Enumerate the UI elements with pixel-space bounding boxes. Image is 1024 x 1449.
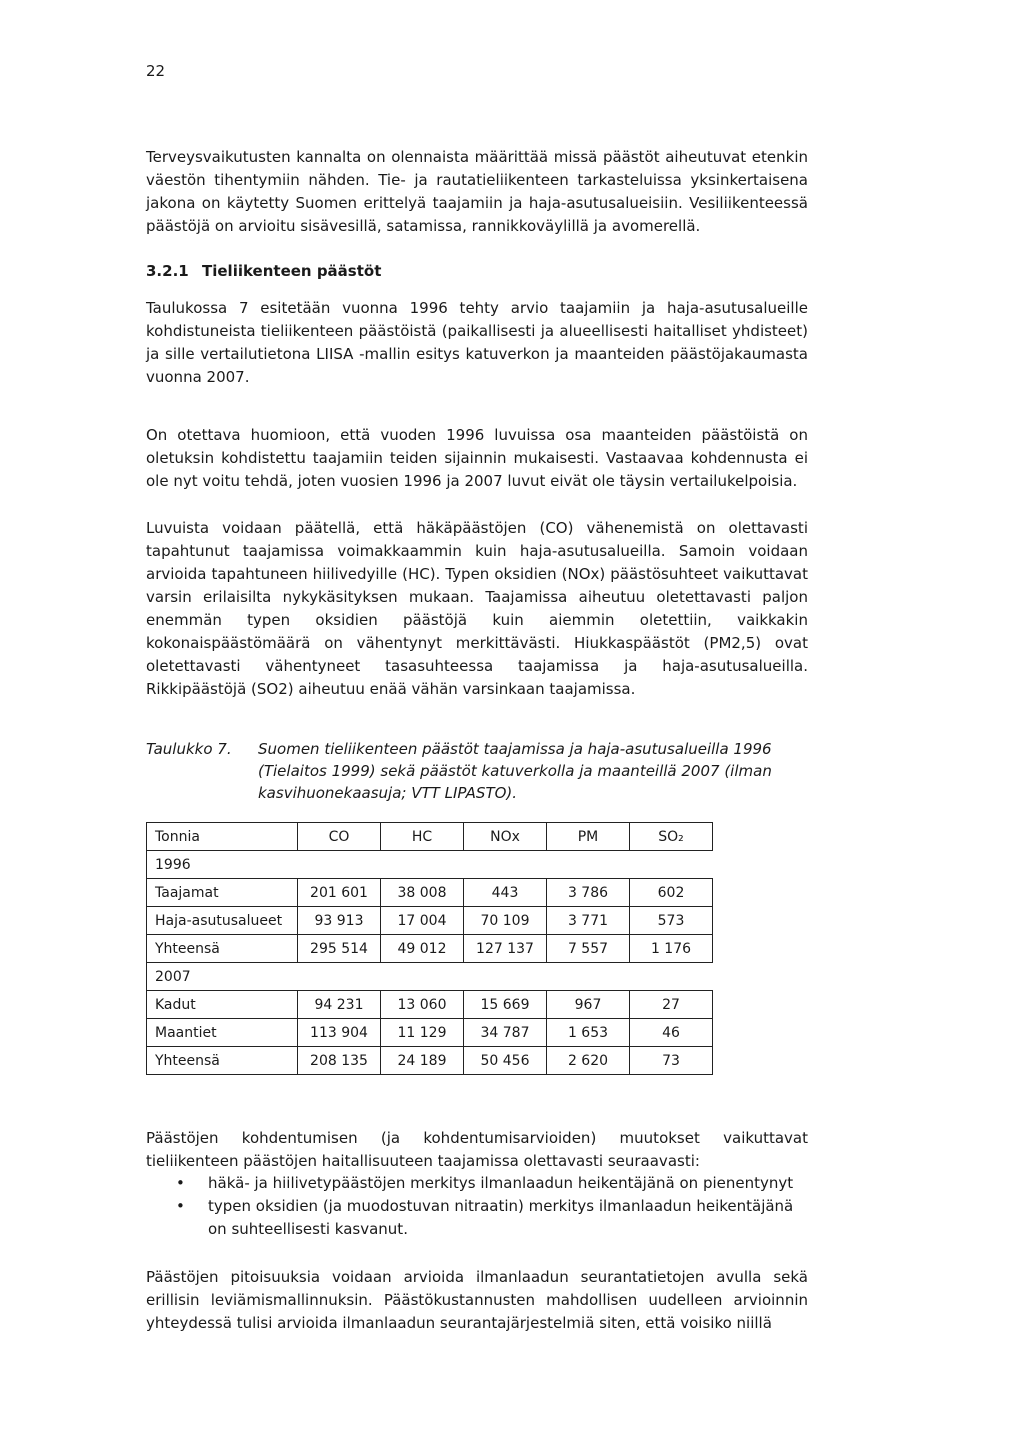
table-cell: 73 [630, 1047, 713, 1075]
table-cell: 38 008 [381, 879, 464, 907]
table-cell: 602 [630, 879, 713, 907]
table-cell: 49 012 [381, 935, 464, 963]
table-cell: 50 456 [464, 1047, 547, 1075]
table-cell: 93 913 [298, 907, 381, 935]
table-header-row [147, 823, 713, 851]
table-caption-label: Taulukko 7. [146, 740, 232, 758]
table-caption-text: Suomen tieliikenteen päästöt taajamissa ja haja-asutusalueilla 1996 (Tielaitos 1999) sekä päästöt katuverkolla ja maanteillä 2007 (ilman kasvihuonekaasuja; VTT LIPASTO). [258, 740, 772, 802]
table-cell: 46 [630, 1019, 713, 1047]
table-row [147, 935, 713, 963]
emissions-table [146, 822, 713, 1075]
header-cell: SO₂ [630, 823, 713, 851]
table-section-row [147, 851, 713, 879]
section-label-2007: 2007 [147, 963, 713, 991]
section-title: Tieliikenteen päästöt [202, 262, 382, 280]
table-cell: 208 135 [298, 1047, 381, 1075]
header-cell: HC [381, 823, 464, 851]
header-cell: PM [547, 823, 630, 851]
bullet-icon: • [176, 1174, 185, 1192]
header-cell: CO [298, 823, 381, 851]
row-label: Yhteensä [147, 1047, 298, 1075]
row-label: Haja-asutusalueet [147, 907, 298, 935]
table-cell: 27 [630, 991, 713, 1019]
table-row [147, 1047, 713, 1075]
row-label: Maantiet [147, 1019, 298, 1047]
table-cell: 2 620 [547, 1047, 630, 1075]
table-cell: 70 109 [464, 907, 547, 935]
table-cell: 443 [464, 879, 547, 907]
table-cell: 3 771 [547, 907, 630, 935]
list-item: • typen oksidien (ja muodostuvan nitraatin) merkitys ilmanlaadun heikentäjänä on suhteellisesti kasvanut. [176, 1197, 794, 1238]
list-item: • häkä- ja hiilivetypäästöjen merkitys ilmanlaadun heikentäjänä on pienentynyt [146, 1172, 808, 1195]
section-number: 3.2.1 [146, 262, 189, 280]
table-cell: 24 189 [381, 1047, 464, 1075]
header-cell: Tonnia [147, 823, 298, 851]
table-section-row [147, 963, 713, 991]
table-cell: 7 557 [547, 935, 630, 963]
table-cell: 15 669 [464, 991, 547, 1019]
table-cell: 967 [547, 991, 630, 1019]
table-cell: 127 137 [464, 935, 547, 963]
paragraph-analysis: Luvuista voidaan päätellä, että häkäpäästöjen (CO) vähenemistä on olettavasti tapahtunut taajamissa voimakkaammin kuin haja-asutusalueilla. Samoin voidaan arvioida tapahtuneen hiilivedyille (HC). Typen oksidien (NOx) päästösuhteet vaikuttavat varsin erilaisilta nykykäsityksen mukaan. Taajamissa aiheutuu oletettavasti paljon enemmän typen oksidien päästöjä kuin aiemmin oletettiin, vaikkakin kokonaispäästömäärä on vähentynyt merkittävästi. Hiukkaspäästöt (PM2,5) ovat oletettavasti vähentyneet tasasuhteessa taajamissa ja haja-asutusalueilla. Rikkipäästöjä (SO2) aiheutuu enää vähän varsinkaan taajamissa. [146, 519, 808, 698]
table-cell: 113 904 [298, 1019, 381, 1047]
table-row [147, 1019, 713, 1047]
table-cell: 1 653 [547, 1019, 630, 1047]
table-cell: 1 176 [630, 935, 713, 963]
paragraph-table-intro: Taulukossa 7 esitetään vuonna 1996 tehty arvio taajamiin ja haja-asutusalueille kohdistuneista tieliikenteen päästöistä (paikallisesti ja alueellisesti haitalliset yhdisteet) ja sille vertailutietona LIISA -mallin esitys katuverkon ja maanteiden päästöjakaumasta vuonna 2007. [146, 299, 808, 386]
page-number: 22 [146, 62, 166, 80]
header-cell: NOx [464, 823, 547, 851]
bullet-icon: • [176, 1197, 185, 1215]
table-row [147, 879, 713, 907]
table-cell: 13 060 [381, 991, 464, 1019]
table-cell: 3 786 [547, 879, 630, 907]
row-label: Kadut [147, 991, 298, 1019]
table-row [147, 991, 713, 1019]
table-cell: 94 231 [298, 991, 381, 1019]
row-label: Yhteensä [147, 935, 298, 963]
table-row [147, 907, 713, 935]
paragraph-effects: Päästöjen kohdentumisen (ja kohdentumisarvioiden) muutokset vaikuttavat tieliikenteen päästöjen haitallisuuteen taajamissa olettavasti seuraavasti: [146, 1129, 808, 1170]
table-cell: 573 [630, 907, 713, 935]
section-heading [146, 262, 381, 280]
paragraph-note: On otettava huomioon, että vuoden 1996 luvuissa osa maanteiden päästöistä on oletuksin kohdistettu taajamiin teiden sijainnin mukaisesti. Vastaavaa kohdennusta ei ole nyt voitu tehdä, joten vuosien 1996 ja 2007 luvut eivät ole täysin vertailukelpoisia. [146, 426, 808, 490]
effects-list [146, 1172, 808, 1241]
table-cell: 295 514 [298, 935, 381, 963]
paragraph-concentrations: Päästöjen pitoisuuksia voidaan arvioida ilmanlaadun seurantatietojen avulla sekä erillisin leviämismallinnuksin. Päästökustannusten mahdollisen uudelleen arvioinnin yhteydessä tulisi arvioida ilmanlaadun seurantajärjestelmiä siten, että voisiko niillä [146, 1268, 808, 1332]
table-cell: 17 004 [381, 907, 464, 935]
row-label: Taajamat [147, 879, 298, 907]
table-cell: 201 601 [298, 879, 381, 907]
table-cell: 34 787 [464, 1019, 547, 1047]
section-label-1996: 1996 [147, 851, 713, 879]
table-cell: 11 129 [381, 1019, 464, 1047]
paragraph-intro: Terveysvaikutusten kannalta on olennaista määrittää missä päästöt aiheutuvat etenkin väestön tihentymiin nähden. Tie- ja rautatieliikenteen tarkasteluissa yksinkertaisena jakona on käytetty Suomen erittelyä taajamiin ja haja-asutusalueisiin. Vesiliikenteessä päästöjä on arvioitu sisävesillä, satamissa, rannikkoväylillä ja avomerellä. [146, 148, 808, 235]
